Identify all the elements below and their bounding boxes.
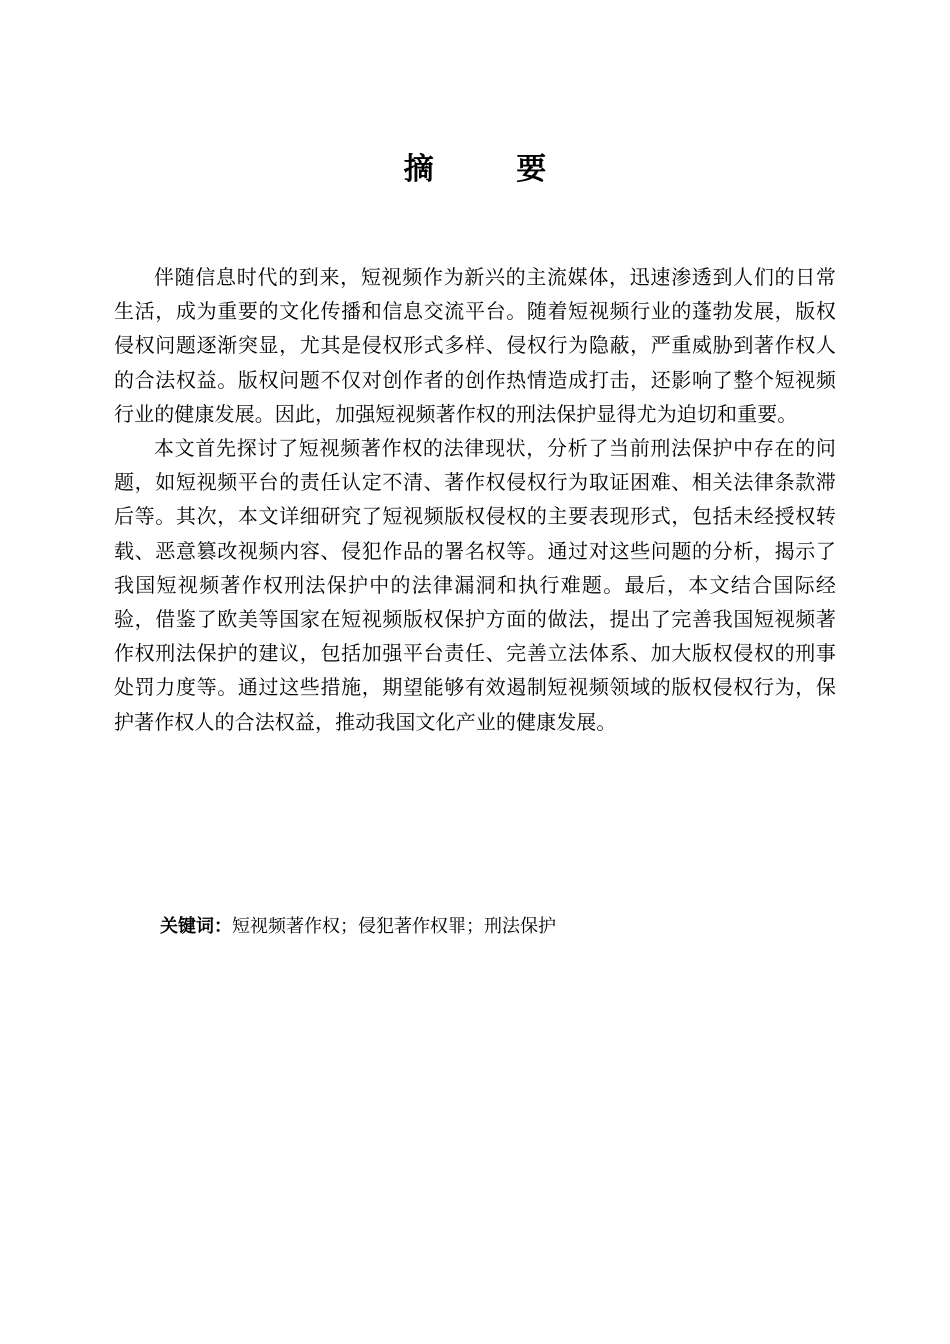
- keywords-line: [160, 913, 840, 941]
- page-title: 摘 要: [403, 152, 583, 187]
- abstract-paragraph-2: 本文首先探讨了短视频著作权的法律现状，分析了当前刑法保护中存在的问题，如短视频平台的责任认定不清、著作权侵权行为取证困难、相关法律条款滞后等。其次，本文详细研究了短视频版权侵权的主要表现形式，包括未经授权转载、恶意篡改视频内容、侵犯作品的署名权等。通过对这些问题的分析，揭示了我国短视频著作权刑法保护中的法律漏洞和执行难题。最后，本文结合国际经验，借鉴了欧美等国家在短视频版权保护方面的做法，提出了完善我国短视频著作权刑法保护的建议，包括加强平台责任、完善立法体系、加大版权侵权的刑事处罚力度等。通过这些措施，期望能够有效遏制短视频领域的版权侵权行为，保护著作权人的合法权益，推动我国文化产业的健康发展。: [114, 436, 836, 734]
- abstract-body: [114, 260, 836, 739]
- keywords-label: 关键词：: [160, 916, 232, 937]
- keywords-value: 短视频著作权；侵犯著作权罪；刑法保护: [232, 916, 556, 937]
- abstract-paragraph-1: 伴随信息时代的到来，短视频作为新兴的主流媒体，迅速渗透到人们的日常生活，成为重要的文化传播和信息交流平台。随着短视频行业的蓬勃发展，版权侵权问题逐渐突显，尤其是侵权形式多样、侵权行为隐蔽，严重威胁到著作权人的合法权益。版权问题不仅对创作者的创作热情造成打击，还影响了整个短视频行业的健康发展。因此，加强短视频著作权的刑法保护显得尤为迫切和重要。: [114, 265, 836, 426]
